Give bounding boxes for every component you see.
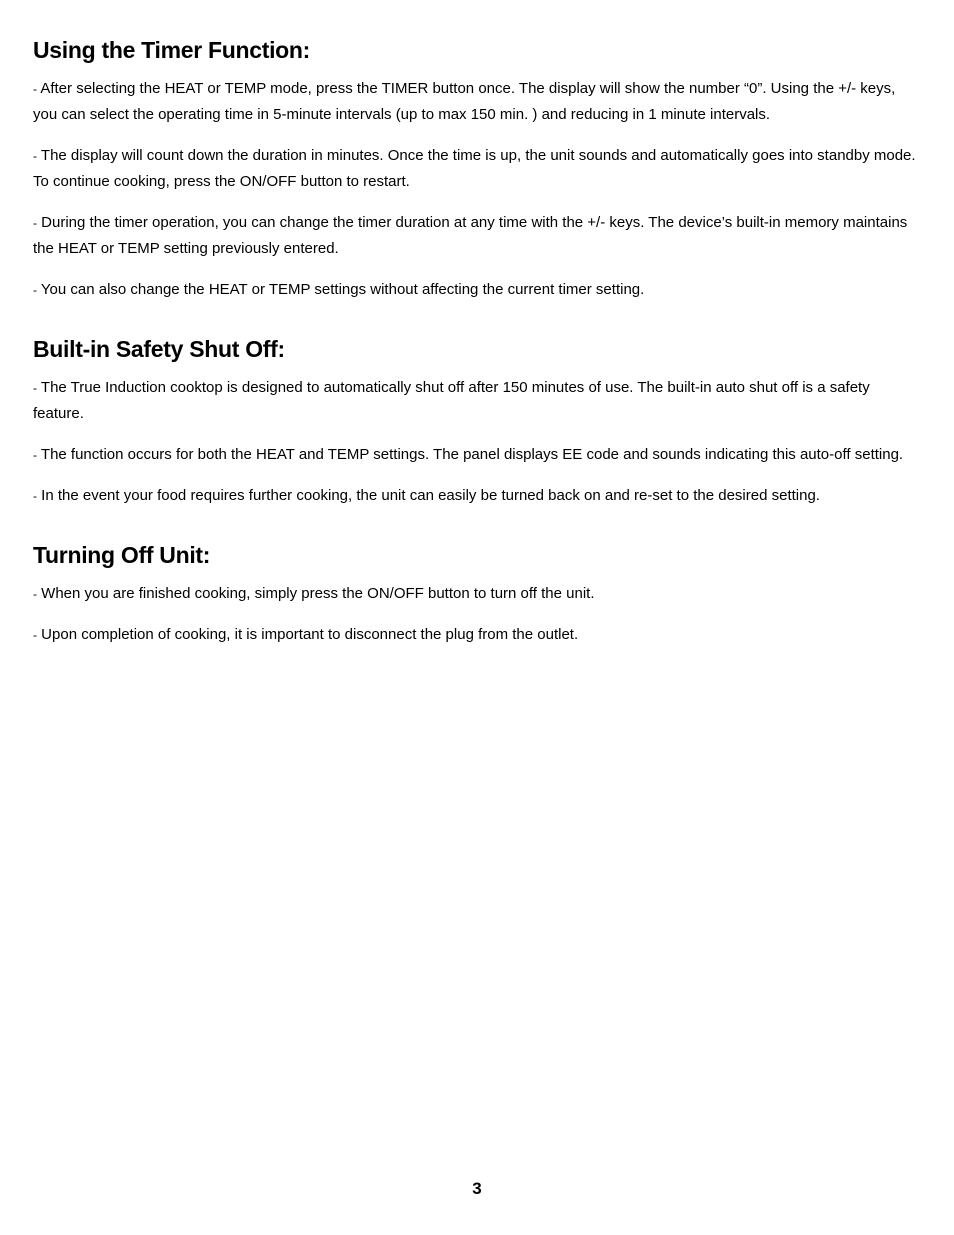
- paragraph: [33, 143, 919, 195]
- paragraph: [33, 442, 919, 468]
- section-timer-function: [33, 34, 919, 303]
- section-title: Using the Timer Function:: [33, 37, 311, 63]
- bullet-dash: -: [33, 489, 37, 503]
- paragraph-text: During the timer operation, you can change the timer duration at any time with the +/- keys. The device’s built-in memory maintains the HEAT or TEMP setting previously entered.: [33, 214, 908, 257]
- bullet-dash: -: [33, 216, 37, 230]
- paragraph: [33, 210, 919, 262]
- paragraph: [33, 483, 919, 509]
- bullet-dash: -: [33, 628, 37, 642]
- bullet-dash: -: [33, 587, 37, 601]
- paragraph-text: Upon completion of cooking, it is important to disconnect the plug from the outlet.: [41, 626, 579, 643]
- section-title: Built-in Safety Shut Off:: [33, 336, 285, 362]
- paragraph-text: After selecting the HEAT or TEMP mode, press the TIMER button once. The display will show the number “0”. Using the +/- keys, you can select the operating time in 5-minute intervals (up to max 150 min. ) and reducing in 1 minute intervals.: [33, 80, 896, 123]
- section-title: Turning Off Unit:: [33, 542, 211, 568]
- paragraph-text: In the event your food requires further cooking, the unit can easily be turned back on and re-set to the desired setting.: [41, 487, 820, 504]
- bullet-dash: -: [33, 448, 37, 462]
- paragraph: [33, 622, 919, 648]
- bullet-dash: -: [33, 381, 37, 395]
- paragraph: [33, 76, 919, 128]
- section-safety-shut-off: [33, 333, 919, 509]
- bullet-dash: -: [33, 82, 37, 96]
- paragraph: [33, 581, 919, 607]
- paragraph-text: The function occurs for both the HEAT and TEMP settings. The panel displays EE code and sounds indicating this auto-off setting.: [40, 446, 904, 463]
- document-page: [33, 34, 919, 648]
- paragraph: [33, 277, 919, 303]
- bullet-dash: -: [33, 283, 37, 297]
- paragraph-text: You can also change the HEAT or TEMP settings without affecting the current timer setting.: [40, 281, 645, 298]
- bullet-dash: -: [33, 149, 37, 163]
- page-number: 3: [472, 1179, 482, 1198]
- section-turning-off-unit: [33, 539, 919, 648]
- paragraph-text: When you are finished cooking, simply press the ON/OFF button to turn off the unit.: [41, 585, 595, 602]
- paragraph: [33, 375, 919, 427]
- paragraph-text: The display will count down the duration in minutes. Once the time is up, the unit sounds and automatically goes into standby mode. To continue cooking, press the ON/OFF button to restart.: [33, 147, 916, 190]
- paragraph-text: The True Induction cooktop is designed to automatically shut off after 150 minutes of use. The built-in auto shut off is a safety feature.: [33, 379, 870, 422]
